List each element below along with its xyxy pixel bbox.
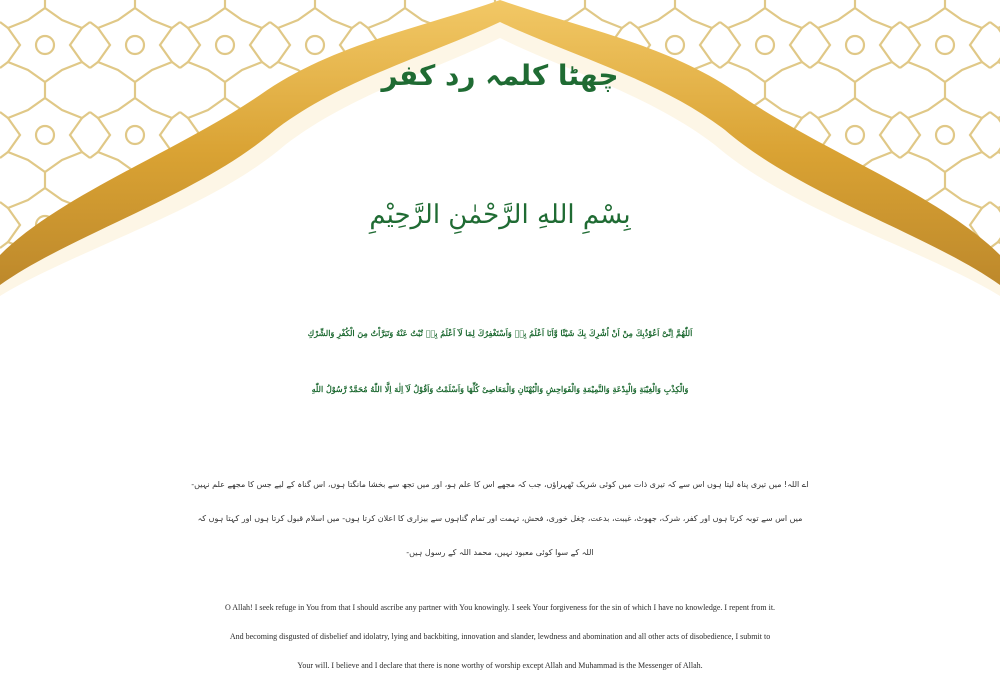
english-translation bbox=[8, 593, 992, 680]
bismillah: بِسْمِ اللهِ الرَّحْمٰنِ الرَّحِيْمِ bbox=[369, 200, 631, 230]
arabic-line: اَللّٰهُمَّ اِنِّىْٓ اَعُوْذُبِكَ مِنْ اَنْ اُشْرِكَ بِكَ شَيْئًا وَّاَنَا اَعْلَمُ بِهٖ وَاَسْتَغْفِرُكَ لِمَا لَآ اَعْلَمُ بِهٖ تُبْتُ عَنْهُ وَتَبَرَّاْتُ مِنَ الْكُفْرِ وَالشِّرْكِ bbox=[307, 328, 693, 338]
urdu-line: میں اس سے توبہ کرتا ہوں اور کفر، شرک، جھوٹ، غیبت، بدعت، چغل خوری، فحش، تہمت اور تمام گناہوں سے بیزاری کا اعلان کرتا ہوں- میں اسلام قبول کرتا ہوں اور کہتا ہوں کہ bbox=[197, 514, 803, 523]
english-line: O Allah! I seek refuge in You from that I should ascribe any partner with You knowingly. I seek Your forgiveness for the sin of which I have no knowledge. I repent from it. bbox=[224, 603, 776, 612]
arabic-line: وَالْكِذْبِ وَالْغِيْبَةِ وَالْبِدْعَةِ وَالنَّمِيْمَةِ وَالْفَوَاحِشِ وَالْبُهْتَانِ وَالْمَعَاصِىْ كُلِّهَا وَاَسْلَمْتُ وَاَقُوْلُ لَآ اِلٰهَ اِلَّا اللّٰهُ مُحَمَّدٌ رَّسُوْلُ اللّٰهِ bbox=[311, 384, 689, 394]
urdu-line: اللہ کے سوا کوئی معبود نہیں، محمد اللہ کے رسول ہیں- bbox=[406, 548, 594, 557]
urdu-line: اے اللہ! میں تیری پناہ لیتا ہوں اس سے کہ تیری ذات میں کوئی شریک ٹھہراؤں، جب کہ مجھے اس کا علم ہو، اور میں تجھ سے بخشا مانگتا ہوں، اس گناہ کے لیے جس کا مجھے علم نہیں- bbox=[191, 480, 809, 489]
urdu-translation bbox=[20, 468, 980, 570]
arabic-text-block bbox=[12, 305, 988, 417]
english-line: And becoming disgusted of disbelief and idolatry, lying and backbiting, innovation and slander, lewdness and abomination and all other acts of disobedience, I submit to bbox=[229, 632, 771, 641]
page-title: چھٹا کلمہ رد کفر bbox=[381, 59, 619, 92]
english-line: Your will. I believe and I declare that there is none worthy of worship except Allah and Muhammad is the Messenger of Allah. bbox=[297, 661, 703, 670]
